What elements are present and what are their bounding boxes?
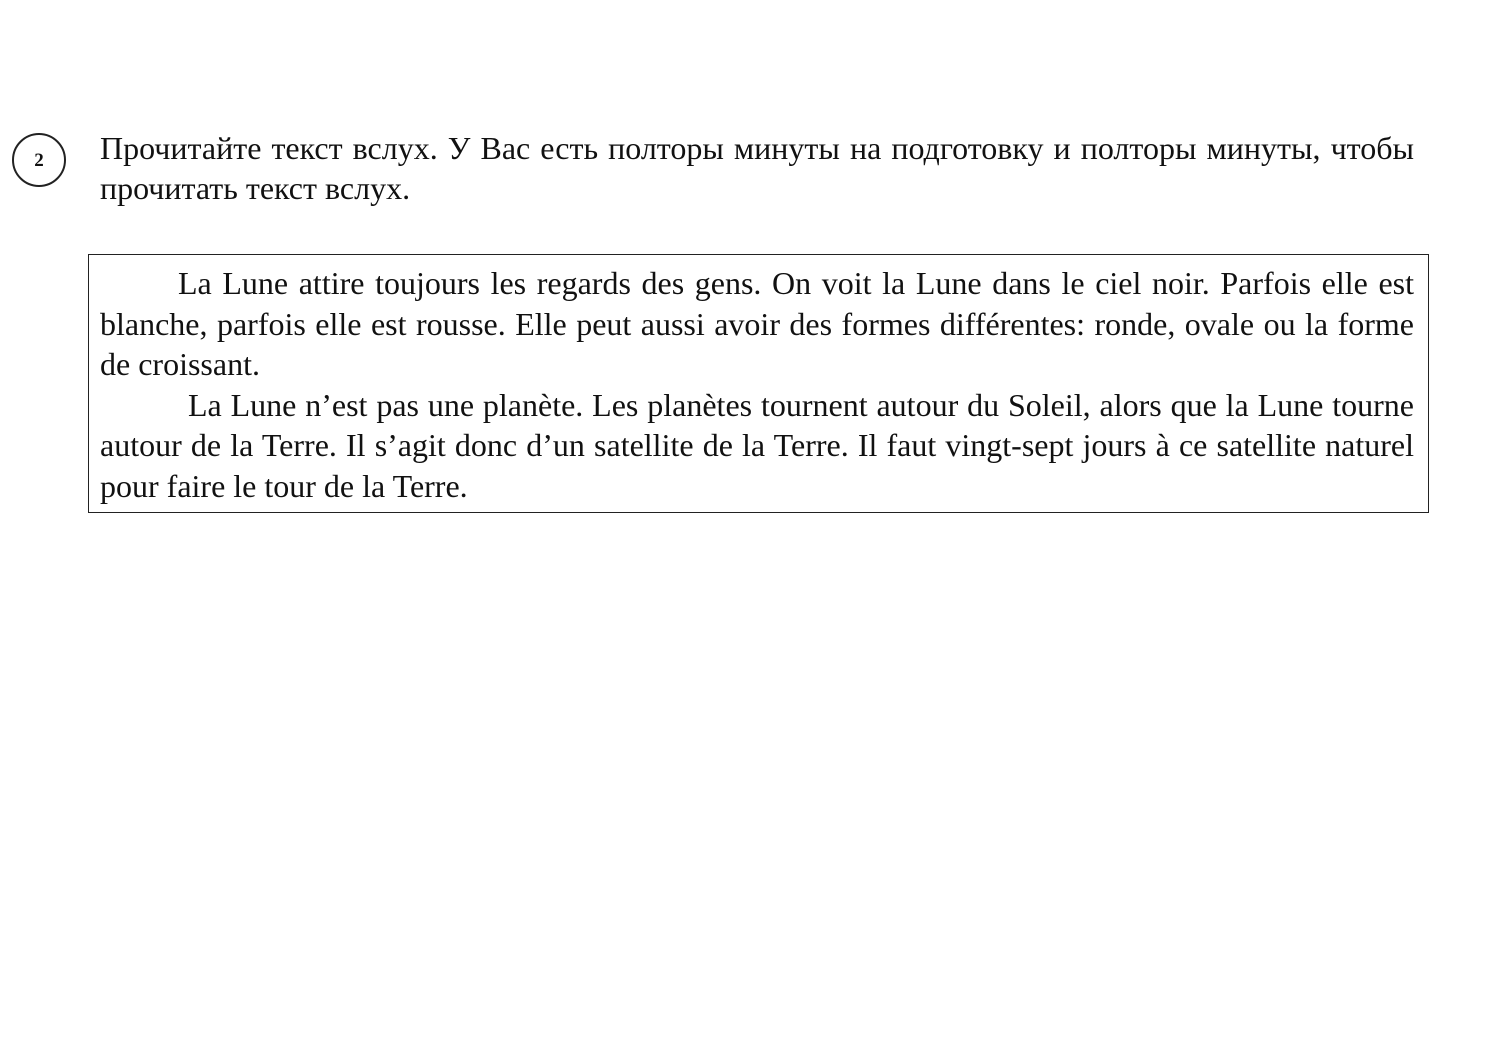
task-instruction: Прочитайте текст вслух. У Вас есть полторы минуты на подготовку и полторы минуты, чтобы прочитать текст вслух. <box>100 130 1414 206</box>
reading-text-box <box>88 254 1429 513</box>
task-number: 2 <box>34 149 44 171</box>
reading-paragraph-2: La Lune n’est pas une planète. Les planètes tournent autour du Soleil, alors que la Lune tourne autour de la Terre. Il s’agit donc d’un satellite de la Terre. Il faut vingt-sept jours à ce satellite naturel pour faire le tour de la Terre. <box>100 386 1414 504</box>
reading-paragraph-1: La Lune attire toujours les regards des gens. On voit la Lune dans le ciel noir. Parfois elle est blanche, parfois elle est rousse. Elle peut aussi avoir des formes différentes: ronde, ovale ou la forme de croissant. <box>100 265 1414 382</box>
task-number-badge <box>12 133 66 187</box>
